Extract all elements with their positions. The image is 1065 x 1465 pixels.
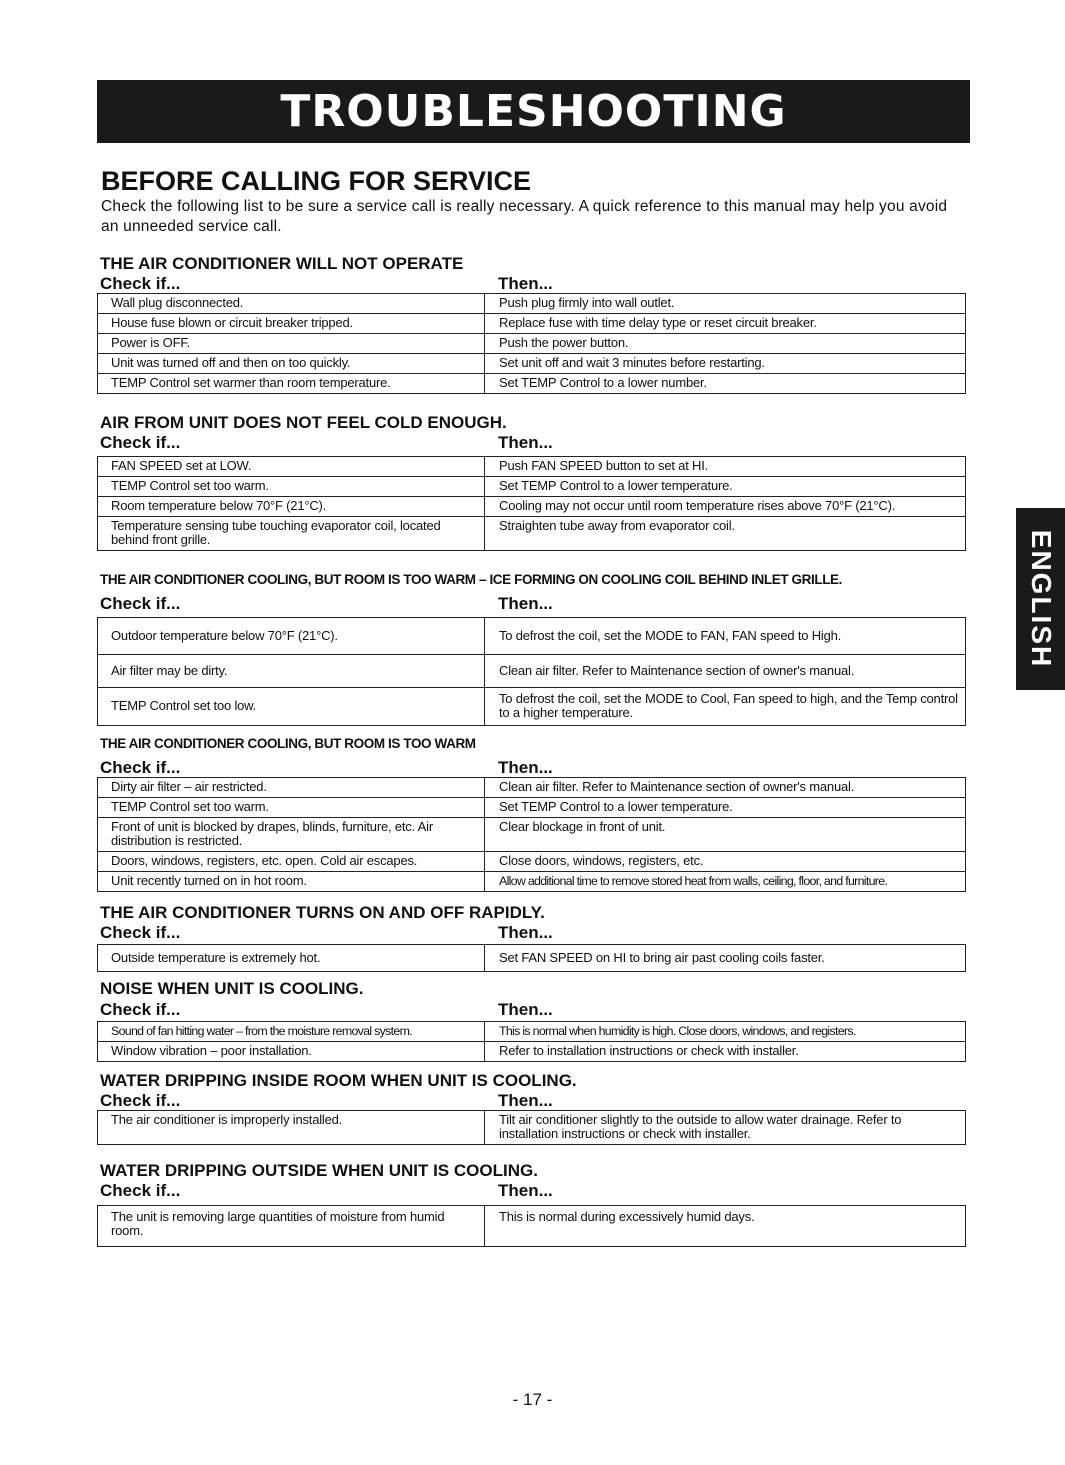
check-cell: TEMP Control set too warm.	[98, 477, 485, 497]
then-cell: Clear blockage in front of unit.	[485, 818, 966, 852]
table-row	[98, 374, 966, 394]
then-cell: Allow additional time to remove stored heat from walls, ceiling, floor, and furniture.	[485, 872, 966, 892]
then-cell: Push FAN SPEED button to set at HI.	[485, 457, 966, 477]
troubleshoot-table	[97, 1021, 966, 1062]
check-cell: Wall plug disconnected.	[98, 294, 485, 314]
check-if-heading: Check if...	[100, 1000, 181, 1019]
table-row	[98, 457, 966, 477]
check-cell: Power is OFF.	[98, 334, 485, 354]
check-cell: TEMP Control set too warm.	[98, 798, 485, 818]
table-row	[98, 477, 966, 497]
check-if-heading: Check if...	[100, 1091, 181, 1110]
then-cell: To defrost the coil, set the MODE to FAN, FAN speed to High.	[485, 618, 966, 655]
table-row	[98, 294, 966, 314]
language-tab	[1016, 508, 1065, 690]
then-heading: Then...	[498, 1181, 553, 1200]
check-cell: House fuse blown or circuit breaker tripped.	[98, 314, 485, 334]
check-cell: Outdoor temperature below 70°F (21°C).	[98, 618, 485, 655]
table-row	[98, 314, 966, 334]
table-row	[98, 798, 966, 818]
section-will-not-operate	[97, 255, 965, 394]
troubleshoot-table	[97, 1205, 966, 1247]
then-heading: Then...	[498, 594, 553, 613]
then-cell: Clean air filter. Refer to Maintenance section of owner's manual.	[485, 778, 966, 798]
table-row	[98, 852, 966, 872]
section-title: NOISE WHEN UNIT IS COOLING.	[100, 979, 364, 998]
check-cell: TEMP Control set too low.	[98, 688, 485, 726]
then-heading: Then...	[498, 1091, 553, 1110]
then-cell: Set TEMP Control to a lower temperature.	[485, 798, 966, 818]
section-title: AIR FROM UNIT DOES NOT FEEL COLD ENOUGH.	[100, 413, 507, 432]
check-if-heading: Check if...	[100, 1181, 181, 1200]
table-row	[98, 334, 966, 354]
check-cell: Room temperature below 70°F (21°C).	[98, 497, 485, 517]
check-cell: Window vibration – poor installation.	[98, 1042, 485, 1062]
table-row	[98, 517, 966, 551]
then-cell: Clean air filter. Refer to Maintenance section of owner's manual.	[485, 655, 966, 688]
check-cell: Air filter may be dirty.	[98, 655, 485, 688]
then-heading: Then...	[498, 1000, 553, 1019]
then-cell: Push the power button.	[485, 334, 966, 354]
check-if-heading: Check if...	[100, 594, 181, 613]
troubleshoot-table	[97, 944, 966, 972]
then-cell: Refer to installation instructions or check with installer.	[485, 1042, 966, 1062]
then-heading: Then...	[498, 758, 553, 777]
section-not-cold-enough	[97, 414, 965, 551]
then-cell: Close doors, windows, registers, etc.	[485, 852, 966, 872]
then-cell: Set TEMP Control to a lower number.	[485, 374, 966, 394]
section-title: THE AIR CONDITIONER COOLING, BUT ROOM IS TOO WARM	[100, 736, 476, 751]
table-row	[98, 497, 966, 517]
section-title: WATER DRIPPING OUTSIDE WHEN UNIT IS COOLING.	[100, 1161, 538, 1180]
check-cell: FAN SPEED set at LOW.	[98, 457, 485, 477]
check-cell: Unit was turned off and then on too quickly.	[98, 354, 485, 374]
page-banner: TROUBLESHOOTING	[97, 80, 970, 143]
check-cell: Dirty air filter – air restricted.	[98, 778, 485, 798]
troubleshoot-table	[97, 617, 966, 726]
table-row	[98, 688, 966, 726]
then-cell: Tilt air conditioner slightly to the outside to allow water drainage. Refer to installation instructions or check with installer.	[485, 1111, 966, 1145]
table-row	[98, 818, 966, 852]
service-title: BEFORE CALLING FOR SERVICE	[101, 166, 532, 196]
table-row	[98, 655, 966, 688]
check-cell: Doors, windows, registers, etc. open. Cold air escapes.	[98, 852, 485, 872]
language-tab-label: ENGLISH	[1025, 529, 1057, 669]
check-cell: Unit recently turned on in hot room.	[98, 872, 485, 892]
table-row	[98, 1022, 966, 1042]
check-if-heading: Check if...	[100, 274, 181, 293]
then-heading: Then...	[498, 274, 553, 293]
section-noise	[97, 980, 965, 1062]
table-row	[98, 872, 966, 892]
section-title: THE AIR CONDITIONER COOLING, BUT ROOM IS TOO WARM – ICE FORMING ON COOLING COIL BEHIND INLET GRILLE.	[100, 572, 843, 587]
check-if-heading: Check if...	[100, 433, 181, 452]
check-cell: Sound of fan hitting water – from the moisture removal system.	[98, 1022, 485, 1042]
check-cell: Temperature sensing tube touching evaporator coil, located behind front grille.	[98, 517, 485, 551]
table-row	[98, 1111, 966, 1145]
section-ice-forming	[97, 571, 965, 726]
then-heading: Then...	[498, 433, 553, 452]
check-cell: Outside temperature is extremely hot.	[98, 945, 485, 972]
troubleshoot-table	[97, 777, 966, 892]
then-cell: To defrost the coil, set the MODE to Cool, Fan speed to high, and the Temp control to a higher temperature.	[485, 688, 966, 726]
then-heading: Then...	[498, 923, 553, 942]
table-row	[98, 778, 966, 798]
check-cell: TEMP Control set warmer than room temperature.	[98, 374, 485, 394]
check-if-heading: Check if...	[100, 758, 181, 777]
check-if-heading: Check if...	[100, 923, 181, 942]
then-cell: Set TEMP Control to a lower temperature.	[485, 477, 966, 497]
section-dripping-outside	[97, 1162, 965, 1247]
table-row	[98, 1042, 966, 1062]
section-title: WATER DRIPPING INSIDE ROOM WHEN UNIT IS COOLING.	[100, 1071, 577, 1090]
then-cell: Cooling may not occur until room temperature rises above 70°F (21°C).	[485, 497, 966, 517]
table-row	[98, 618, 966, 655]
then-cell: Straighten tube away from evaporator coil.	[485, 517, 966, 551]
then-cell: Push plug firmly into wall outlet.	[485, 294, 966, 314]
troubleshoot-table	[97, 456, 966, 551]
section-on-off-rapidly	[97, 904, 965, 972]
table-row	[98, 354, 966, 374]
section-room-too-warm	[97, 735, 965, 892]
check-cell: Front of unit is blocked by drapes, blinds, furniture, etc. Air distribution is restricted.	[98, 818, 485, 852]
check-cell: The unit is removing large quantities of moisture from humid room.	[98, 1206, 485, 1247]
page-number: - 17 -	[512, 1390, 553, 1409]
then-cell: This is normal during excessively humid days.	[485, 1206, 966, 1247]
intro-text: Check the following list to be sure a service call is really necessary. A quick reference to this manual may help you avoid an unneeded service call.	[101, 198, 948, 235]
check-cell: The air conditioner is improperly installed.	[98, 1111, 485, 1145]
then-cell: Set FAN SPEED on HI to bring air past cooling coils faster.	[485, 945, 966, 972]
then-cell: This is normal when humidity is high. Close doors, windows, and registers.	[485, 1022, 966, 1042]
section-dripping-inside	[97, 1072, 965, 1145]
then-cell: Set unit off and wait 3 minutes before restarting.	[485, 354, 966, 374]
section-title: THE AIR CONDITIONER TURNS ON AND OFF RAPIDLY.	[100, 903, 545, 922]
table-row	[98, 1206, 966, 1247]
section-title: THE AIR CONDITIONER WILL NOT OPERATE	[100, 254, 464, 273]
then-cell: Replace fuse with time delay type or reset circuit breaker.	[485, 314, 966, 334]
troubleshoot-table	[97, 293, 966, 394]
table-row	[98, 945, 966, 972]
troubleshoot-table	[97, 1110, 966, 1145]
